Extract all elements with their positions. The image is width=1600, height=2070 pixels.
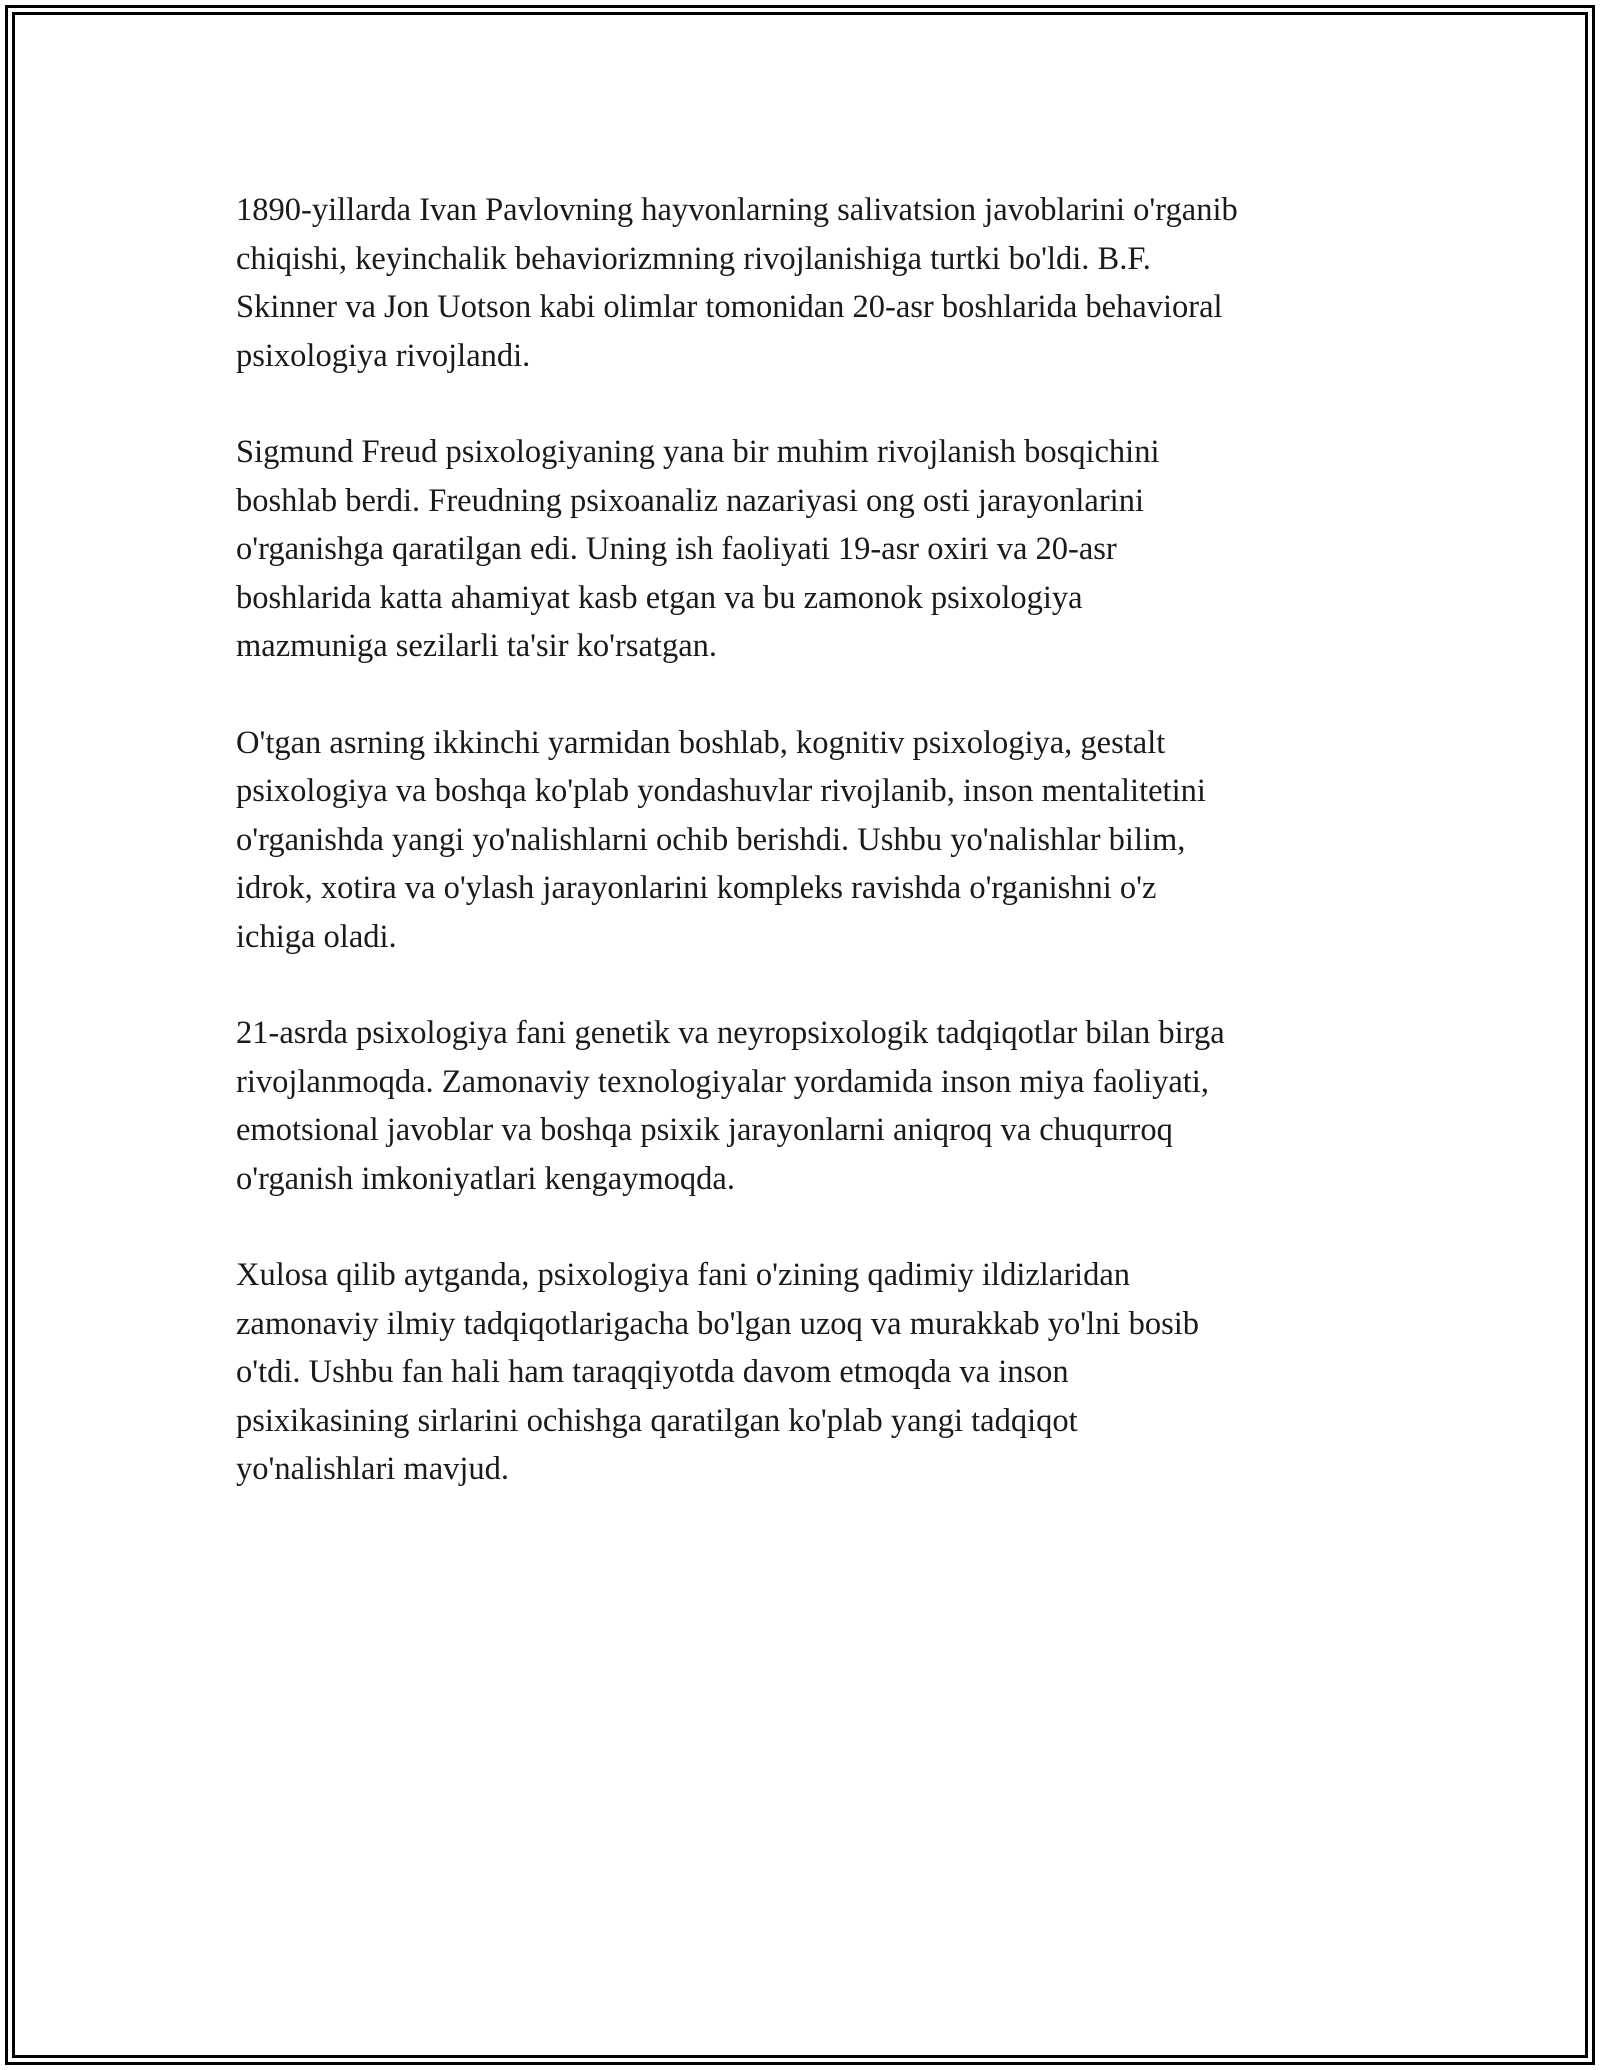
paragraph-freud: Sigmund Freud psixologiyaning yana bir muhim rivojlanish bosqichini boshlab berdi. Freudning psixoanaliz nazariyasi ong osti jarayonlarini o'rganishga qaratilgan edi. Uning ish faoliyati 19-asr oxiri va 20-asr boshlarida katta ahamiyat kasb etgan va bu zamonok psixologiya mazmuniga sezilarli ta'sir ko'rsatgan. [236,434,1160,664]
paragraph-conclusion: Xulosa qilib aytganda, psixologiya fani o'zining qadimiy ildizlaridan zamonaviy ilmiy tadqiqotlarigacha bo'lgan uzoq va murakkab yo'lni bosib o'tdi. Ushbu fan hali ham taraqqiyotda davom etmoqda va inson psixikasining sirlarini ochishga qaratilgan ko'plab yangi tadqiqot yo'nalishlari mavjud. [236,1257,1200,1487]
paragraph-pavlov: 1890-yillarda Ivan Pavlovning hayvonlarning salivatsion javoblarini o'rganib chiqishi, keyinchalik behaviorizmning rivojlanishiga turtki bo'ldi. B.F. Skinner va Jon Uotson kabi olimlar tomonidan 20-asr boshlarida behavioral psixologiya rivojlandi. [236,192,1238,374]
document-body [236,186,1376,1542]
paragraph-cognitive: O'tgan asrning ikkinchi yarmidan boshlab, kognitiv psixologiya, gestalt psixologiya va boshqa ko'plab yondashuvlar rivojlanib, inson mentalitetini o'rganishda yangi yo'nalishlarni ochib berishdi. Ushbu yo'nalishlar bilim, idrok, xotira va o'ylash jarayonlarini kompleks ravishda o'rganishni o'z ichiga oladi. [236,724,1206,955]
paragraph-21st-century: 21-asrda psixologiya fani genetik va neyropsixologik tadqiqotlar bilan birga rivojlanmoqda. Zamonaviy texnologiyalar yordamida inson miya faoliyati, emotsional javoblar va boshqa psixik jarayonlarni aniqroq va chuqurroq o'rganish imkoniyatlari kengaymoqda. [236,1015,1225,1197]
